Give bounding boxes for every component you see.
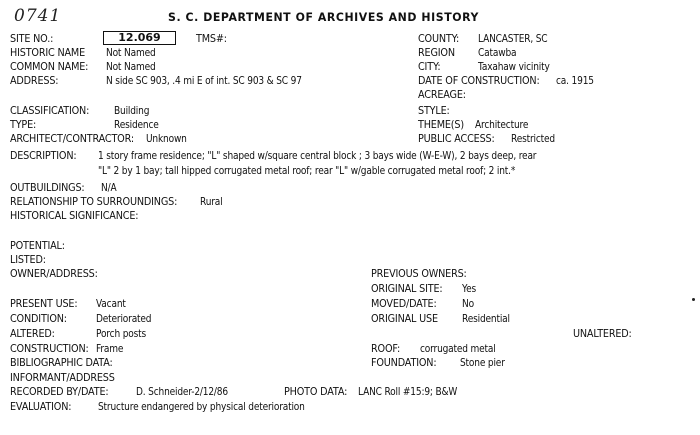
city-value: Taxahaw vicinity <box>478 61 550 73</box>
construction-value: Frame <box>96 343 124 355</box>
address-value: N side SC 903, .4 mi E of int. SC 903 & SC 97 <box>106 75 302 87</box>
tms-label: TMS#: <box>196 33 227 45</box>
original-site-value: Yes <box>462 283 477 295</box>
original-use-value: Residential <box>462 313 510 325</box>
speck-mark <box>692 298 695 301</box>
site-no-label: SITE NO.: <box>10 33 54 45</box>
description-line-1: 1 story frame residence; "L" shaped w/square central block ; 3 bays wide (W-E-W), 2 bays deep, rear <box>98 150 537 162</box>
informant-address-label: INFORMANT/ADDRESS <box>10 372 115 384</box>
theme-value: Architecture <box>475 119 529 131</box>
relationship-label: RELATIONSHIP TO SURROUNDINGS: <box>10 196 178 208</box>
form-title: S. C. DEPARTMENT OF ARCHIVES AND HISTORY <box>168 10 479 24</box>
public-access-value: Restricted <box>511 133 555 145</box>
description-line-2: "L" 2 by 1 bay; tall hipped corrugated metal roof; rear "L" w/gable corrugated metal roof; 2 int.* <box>98 165 516 177</box>
moved-date-label: MOVED/DATE: <box>371 298 437 310</box>
public-access-label: PUBLIC ACCESS: <box>418 133 495 145</box>
historic-name-value: Not Named <box>106 47 156 59</box>
photo-data-label: PHOTO DATA: <box>284 386 348 398</box>
altered-value: Porch posts <box>96 328 147 340</box>
city-label: CITY: <box>418 61 441 73</box>
classification-value: Building <box>114 105 150 117</box>
date-of-construction-value: ca. 1915 <box>556 75 594 87</box>
handwritten-number: 0741 <box>14 6 62 26</box>
address-label: ADDRESS: <box>10 75 59 87</box>
historic-name-label: HISTORIC NAME <box>10 47 86 59</box>
present-use-value: Vacant <box>96 298 126 310</box>
original-use-label: ORIGINAL USE <box>371 313 438 325</box>
previous-owners-label: PREVIOUS OWNERS: <box>371 268 467 280</box>
roof-label: ROOF: <box>371 343 401 355</box>
foundation-value: Stone pier <box>460 357 505 369</box>
type-value: Residence <box>114 119 159 131</box>
roof-value: corrugated metal <box>420 343 496 355</box>
architect-label: ARCHITECT/CONTRACTOR: <box>10 133 134 145</box>
recorded-by-label: RECORDED BY/DATE: <box>10 386 109 398</box>
altered-label: ALTERED: <box>10 328 55 340</box>
present-use-label: PRESENT USE: <box>10 298 78 310</box>
acreage-label: ACREAGE: <box>418 89 466 101</box>
historical-significance-label: HISTORICAL SIGNIFICANCE: <box>10 210 139 222</box>
type-label: TYPE: <box>10 119 37 131</box>
owner-address-label: OWNER/ADDRESS: <box>10 268 98 280</box>
common-name-value: Not Named <box>106 61 156 73</box>
construction-label: CONSTRUCTION: <box>10 343 89 355</box>
style-label: STYLE: <box>418 105 450 117</box>
listed-label: LISTED: <box>10 254 46 266</box>
county-value: LANCASTER, SC <box>478 33 548 45</box>
condition-value: Deteriorated <box>96 313 152 325</box>
outbuildings-value: N/A <box>101 182 117 194</box>
theme-label: THEME(S) <box>418 119 464 131</box>
foundation-label: FOUNDATION: <box>371 357 437 369</box>
classification-label: CLASSIFICATION: <box>10 105 90 117</box>
common-name-label: COMMON NAME: <box>10 61 89 73</box>
region-value: Catawba <box>478 47 517 59</box>
moved-date-value: No <box>462 298 474 310</box>
potential-label: POTENTIAL: <box>10 240 65 252</box>
description-label: DESCRIPTION: <box>10 150 77 162</box>
unaltered-label: UNALTERED: <box>573 328 632 340</box>
condition-label: CONDITION: <box>10 313 67 325</box>
date-of-construction-label: DATE OF CONSTRUCTION: <box>418 75 540 87</box>
evaluation-label: EVALUATION: <box>10 401 72 413</box>
site-no-box: 12.069 <box>103 31 176 45</box>
county-label: COUNTY: <box>418 33 460 45</box>
relationship-value: Rural <box>200 196 223 208</box>
bibliographic-data-label: BIBLIOGRAPHIC DATA: <box>10 357 113 369</box>
evaluation-value: Structure endangered by physical deterioration <box>98 401 305 413</box>
original-site-label: ORIGINAL SITE: <box>371 283 443 295</box>
outbuildings-label: OUTBUILDINGS: <box>10 182 85 194</box>
region-label: REGION <box>418 47 455 59</box>
photo-data-value: LANC Roll #15:9; B&W <box>358 386 458 398</box>
architect-value: Unknown <box>146 133 187 145</box>
recorded-by-value: D. Schneider-2/12/86 <box>136 386 228 398</box>
